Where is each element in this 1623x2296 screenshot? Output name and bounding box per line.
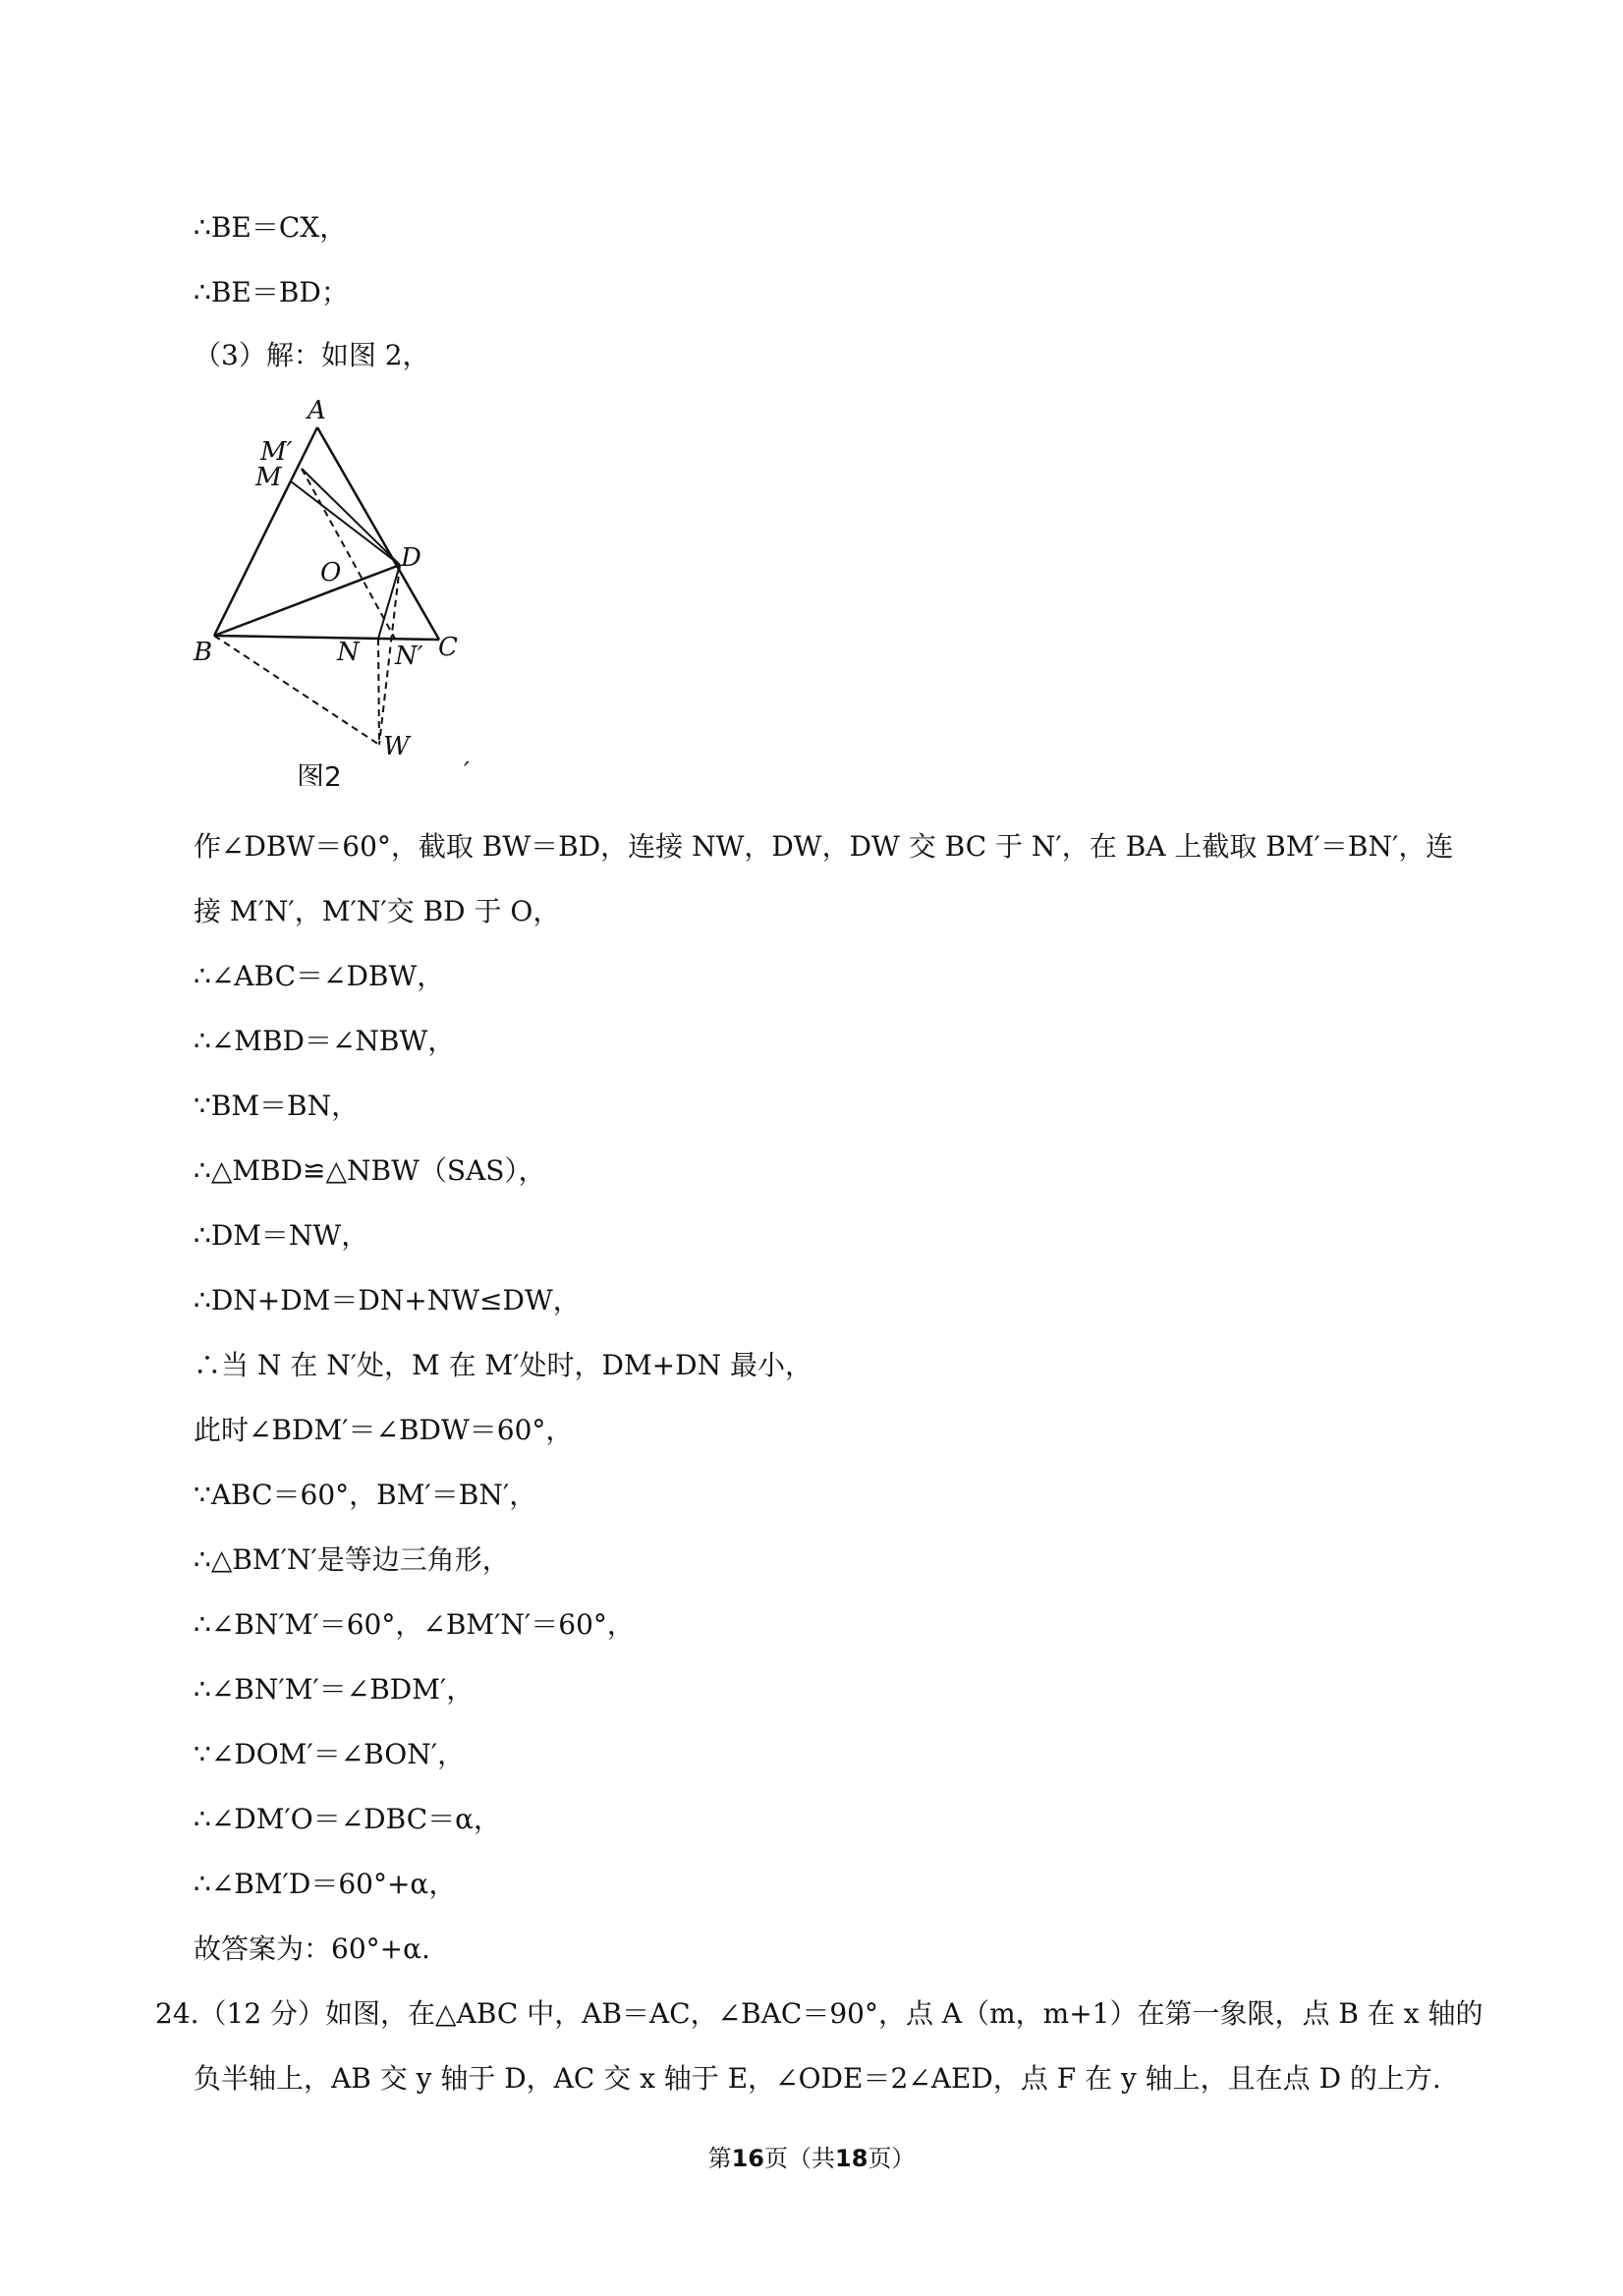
footer-prefix: 第 [707,2145,732,2172]
question-24-line2: 负半轴上，AB 交 y 轴于 D，AC 交 x 轴于 E，∠ODE＝2∠AED，点 F 在 y 轴上，且在点 D 的上方. [194,2062,1441,2095]
solution-line: ∴∠MBD＝∠NBW， [194,1025,456,1057]
dash-NW [378,639,379,745]
solution-line: ∴BE＝CX， [194,211,348,244]
label-N: N [337,638,360,667]
solution-line: ∴DM＝NW， [194,1219,369,1252]
edge-MprimeD [302,469,400,565]
footer-middle: 页（共 [764,2145,835,2172]
solution-line: 接 M′N′，M′N′交 BD 于 O， [194,895,561,927]
label-Nprime: N′ [395,642,423,671]
label-D: D [401,543,421,573]
footer-page-number: 16 [731,2145,764,2172]
footer-suffix: 页） [867,2145,916,2172]
footer-total-pages: 18 [835,2145,868,2172]
solution-line: 作∠DBW＝60°，截取 BW＝BD，连接 NW，DW，DW 交 BC 于 N′，在 BA 上截取 BM′＝BN′，连 [194,830,1454,863]
solution-line: ∴△BM′N′是等边三角形， [194,1543,510,1576]
stray-mark: ′ [464,757,470,786]
page-footer [0,2139,1623,2173]
geometry-figure-2 [177,393,511,786]
solution-line: ∵BM＝BN， [194,1090,360,1122]
edge-MD [291,481,400,565]
label-B: B [194,638,213,667]
solution-line: ∴∠BN′M′＝∠BDM′， [194,1673,475,1706]
solution-line: ∴∠DM′O＝∠DBC＝α， [194,1803,502,1835]
figure-svg [177,393,511,786]
label-M: M [255,463,282,492]
solution-line: ∴DN+DM＝DN+NW≤DW， [194,1284,581,1316]
edge-BC [214,636,439,640]
solution-line: 此时∠BDM′＝∠BDW＝60°， [194,1414,574,1446]
solution-line: ∴△MBD≌△NBW（SAS）， [194,1154,546,1187]
dash-MprimeNprime [302,469,395,639]
solution-line: ∴∠BN′M′＝60°，∠BM′N′＝60°， [194,1608,635,1641]
solution-line: ∵ABC＝60°，BM′＝BN′， [194,1479,537,1511]
solution-line: ∴∠ABC＝∠DBW， [194,960,445,992]
label-O: O [320,558,342,588]
solution-line: ∴BE＝BD； [194,276,349,308]
question-24-line1: 24.（12 分）如图，在△ABC 中，AB＝AC，∠BAC＝90°，点 A（m，m+1）在第一象限，点 B 在 x 轴的 [155,1997,1483,2030]
label-A: A [308,396,326,425]
label-W: W [383,732,410,761]
solution-line: 故答案为：60°+α. [194,1932,430,1965]
figure-caption: 图2 [297,760,342,786]
label-Mprime: M′ [260,437,293,467]
edge-BD [214,565,400,636]
solution-line: （3）解：如图 2， [194,339,430,371]
solution-line: ∴当 N 在 N′处，M 在 M′处时，DM+DN 最小， [194,1349,812,1381]
label-C: C [438,633,458,662]
solution-line: ∵∠DOM′＝∠BON′， [194,1738,466,1770]
solution-line: ∴∠BM′D＝60°+α， [194,1868,457,1900]
